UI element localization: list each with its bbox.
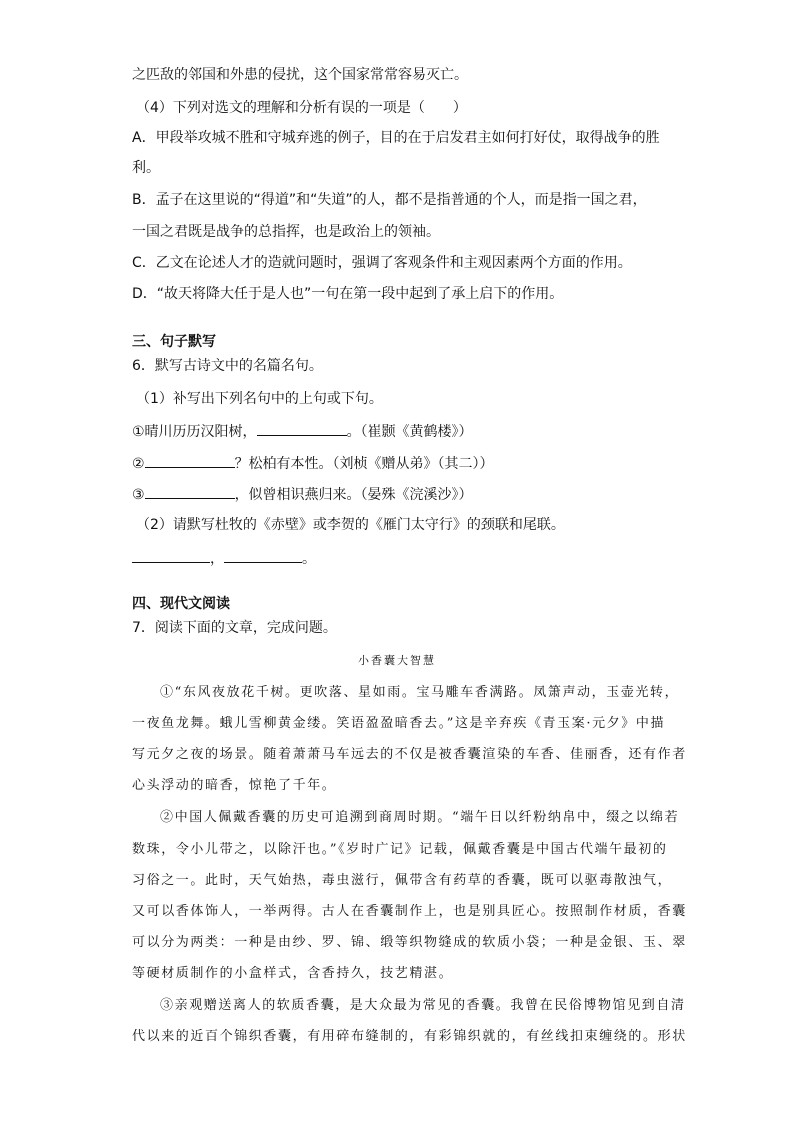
q6-item-1-post: 。（崔颢《黄鹤楼》） [346, 424, 473, 440]
q6-sub-2-blank-1[interactable] [132, 548, 210, 563]
q6-item-1-pre: ①晴川历历汉阳树， [132, 424, 257, 440]
q6-item-2-blank[interactable] [145, 453, 235, 468]
q5-option-a-line2: 利。 [132, 160, 160, 176]
q6-sub-2: （2）请默写杜牧的《赤壁》或李贺的《雁门太守行》的颈联和尾联。 [136, 517, 565, 533]
article-p2-line: ②中国人佩戴香囊的历史可追溯到商周时期。“端午日以纤粉纳帛中，缀之以绵若 [160, 810, 680, 825]
article-p1-line: ①“东风夜放花千树。更吹落、星如雨。宝马雕车香满路。凤箫声动，玉壶光转， [160, 685, 680, 700]
q6-item-3-blank[interactable] [145, 484, 235, 499]
q5-option-b-line1: B．孟子在这里说的“得道”和“失道”的人，都不是指普通的个人，而是指一国之君， [132, 192, 647, 208]
q6-item-1-blank[interactable] [257, 421, 347, 436]
q6-item-3 [132, 484, 473, 505]
q7-prompt: 7．阅读下面的文章，完成问题。 [132, 620, 337, 636]
q6-sub-2-answer [132, 548, 316, 569]
q5-continuation-line: 之匹敌的邻国和外患的侵扰，这个国家常常容易灭亡。 [132, 67, 468, 83]
article-p2-line: 又可以香体饰人，一举两得。古人在香囊制作上，也是别具匠心。按照制作材质，香囊 [132, 904, 687, 919]
q6-sub-2-period: 。 [302, 551, 316, 567]
q6-item-3-post: ，似曾相识燕归来。（晏殊《浣溪沙》） [234, 487, 473, 503]
q6-sub-1: （1）补写出下列名句中的上句或下句。 [136, 391, 383, 407]
section4-heading: 四、现代文阅读 [132, 596, 230, 612]
q5-option-c: C．乙文在论述人才的造就问题时，强调了客观条件和主观因素两个方面的作用。 [132, 255, 632, 271]
article-p1-line: 心头浮动的暗香，惊艳了千年。 [132, 778, 337, 793]
q5-option-a-line1: A．甲段举攻城不胜和守城弃逃的例子，目的在于启发君主如何打好仗，取得战争的胜 [132, 130, 660, 146]
article-p2-line: 等硬材质制作的小盒样式，含香持久，技艺精湛。 [132, 966, 454, 981]
q5-option-d: D．“故天将降大任于是人也”一句在第一段中起到了承上启下的作用。 [132, 286, 564, 302]
article-p1-line: 写元夕之夜的场景。随着萧萧马车远去的不仅是被香囊渲染的车香、佳丽香，还有作者 [132, 747, 687, 762]
article-p2-line: 习俗之一。此时，天气始热，毒虫滋行，佩带含有药草的香囊，既可以驱毒散浊气， [132, 873, 673, 888]
article-p2-line: 可以分为两类：一种是由纱、罗、锦、缎等织物缝成的软质小袋；一种是金银、玉、翠 [132, 935, 687, 950]
q6-prompt: 6．默写古诗文中的名篇名句。 [132, 358, 323, 374]
q6-sub-2-blank-2[interactable] [224, 548, 302, 563]
q6-sub-2-comma: ， [210, 551, 224, 567]
q5-sub-question-4: （4）下列对选文的理解和分析有误的一项是（ ） [136, 100, 467, 116]
article-title: 小香囊大智慧 [358, 654, 436, 667]
q6-item-2 [132, 453, 494, 474]
q6-item-2-pre: ② [132, 456, 145, 472]
section3-heading: 三、句子默写 [132, 334, 216, 350]
article-p3-line: 代以来的近百个锦织香囊，有用碎布缝制的，有彩锦织就的，有丝线扣束缠绕的。形状 [132, 1029, 687, 1044]
article-p2-line: 数珠，令小儿带之，以除汗也。”《岁时广记》记载，佩戴香囊是中国古代端午最初的 [132, 842, 668, 857]
q6-item-3-pre: ③ [132, 487, 145, 503]
q5-option-b-line2: 一国之君既是战争的总指挥，也是政治上的领袖。 [132, 224, 440, 240]
article-p3-line: ③亲观赠送离人的软质香囊，是大众最为常见的香囊。我曾在民俗博物馆见到自清 [160, 998, 686, 1013]
article-p1-line: 一夜鱼龙舞。蛾儿雪柳黄金缕。笑语盈盈暗香去。”这是辛弃疾《青玉案·元夕》中描 [132, 716, 666, 731]
q6-item-1 [132, 421, 473, 442]
q6-item-2-post: ？松柏有本性。（刘桢《赠从弟》（其二）） [234, 456, 494, 472]
